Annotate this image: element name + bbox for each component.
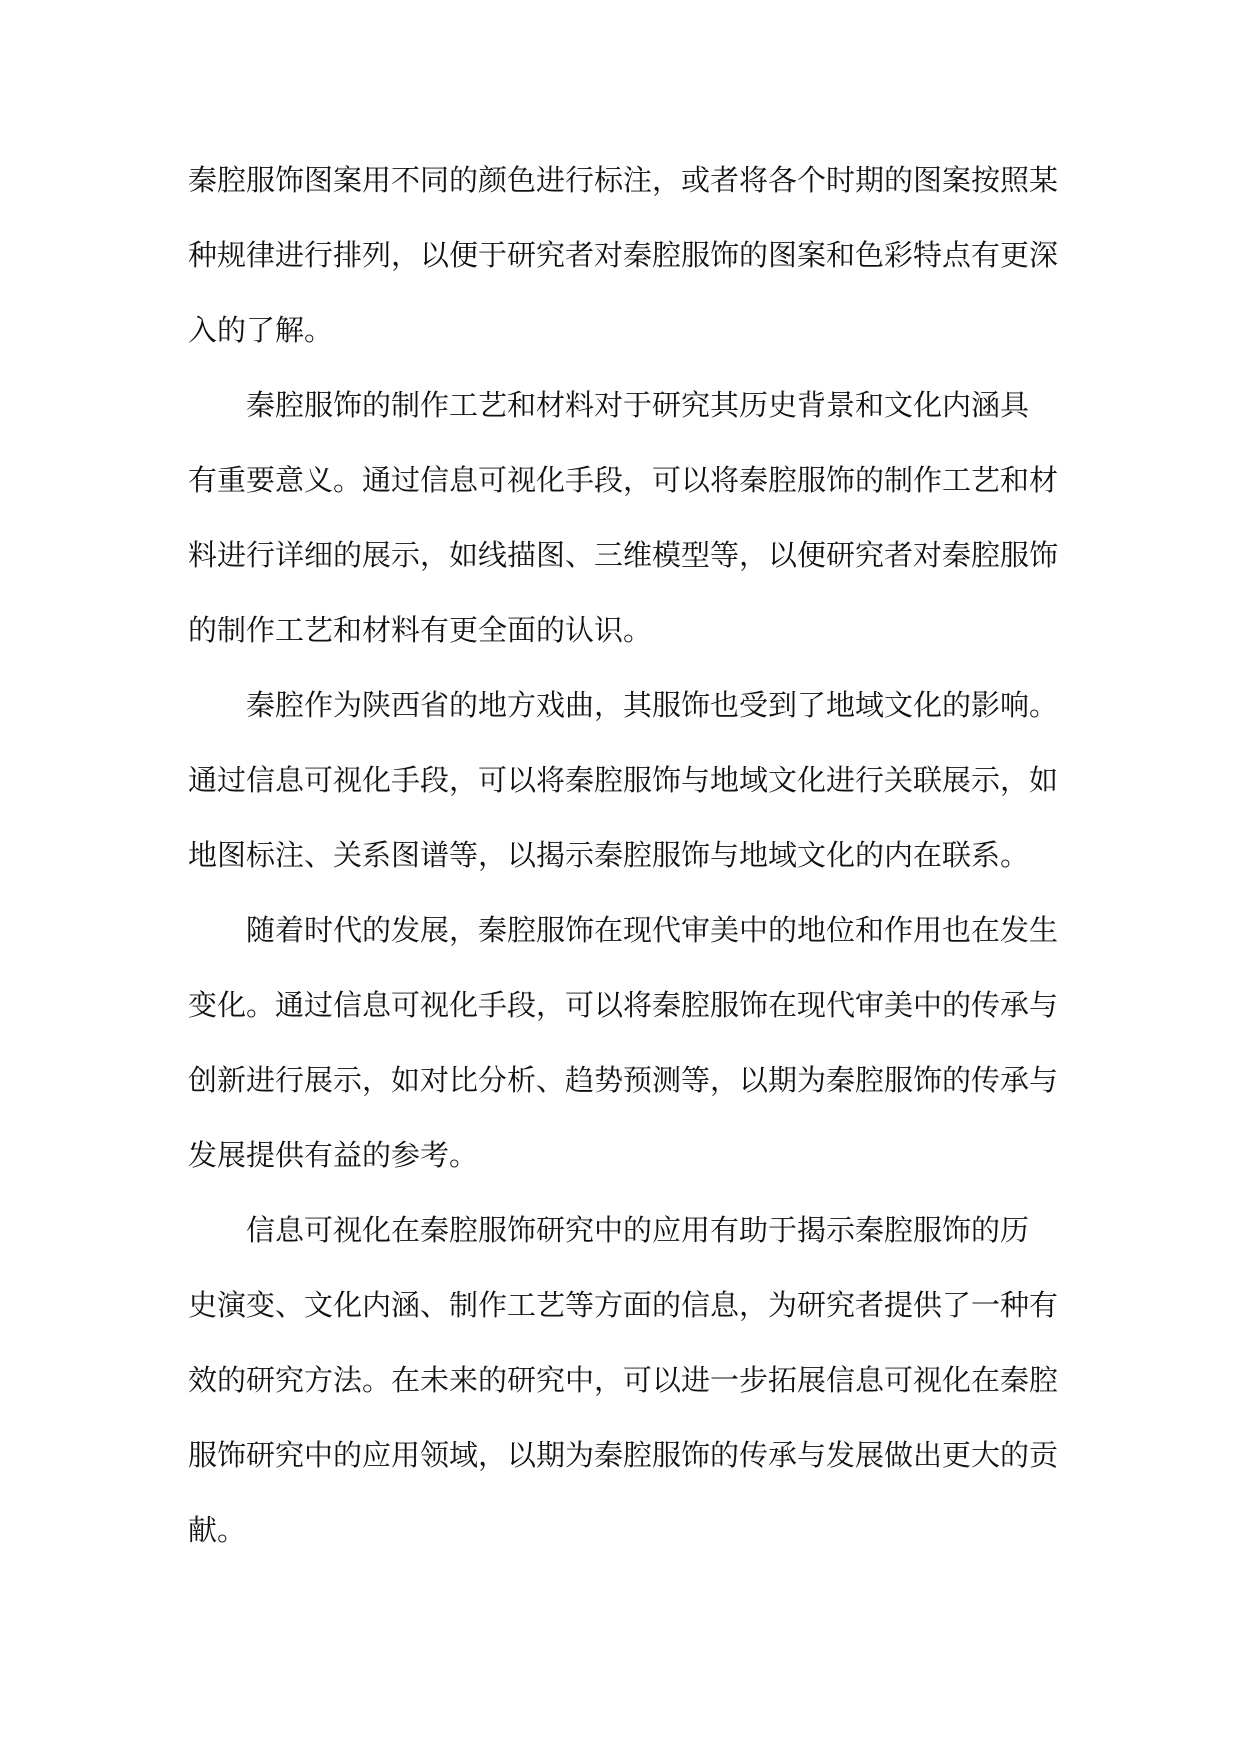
text-line: 种规律进行排列，以便于研究者对秦腔服饰的图案和色彩特点有更深 bbox=[188, 238, 1059, 272]
document-body bbox=[188, 143, 1058, 1568]
paragraph bbox=[188, 143, 1058, 368]
paragraph bbox=[188, 893, 1058, 1193]
paragraph bbox=[188, 668, 1058, 893]
text-line: 秦腔作为陕西省的地方戏曲，其服饰也受到了地域文化的影响。 bbox=[246, 688, 1059, 722]
text-line: 地图标注、关系图谱等，以揭示秦腔服饰与地域文化的内在联系。 bbox=[188, 838, 1030, 872]
text-line: 发展提供有益的参考。 bbox=[188, 1138, 479, 1172]
text-line: 史演变、文化内涵、制作工艺等方面的信息，为研究者提供了一种有 bbox=[188, 1288, 1059, 1322]
text-line: 料进行详细的展示，如线描图、三维模型等，以便研究者对秦腔服饰 bbox=[188, 538, 1059, 572]
text-line: 变化。通过信息可视化手段，可以将秦腔服饰在现代审美中的传承与 bbox=[188, 988, 1059, 1022]
text-line: 信息可视化在秦腔服饰研究中的应用有助于揭示秦腔服饰的历 bbox=[246, 1213, 1030, 1247]
text-line: 入的了解。 bbox=[188, 313, 334, 347]
text-line: 献。 bbox=[188, 1513, 247, 1547]
text-line: 随着时代的发展，秦腔服饰在现代审美中的地位和作用也在发生 bbox=[246, 913, 1059, 947]
text-line: 有重要意义。通过信息可视化手段，可以将秦腔服饰的制作工艺和材 bbox=[188, 463, 1059, 497]
text-line: 秦腔服饰图案用不同的颜色进行标注，或者将各个时期的图案按照某 bbox=[188, 163, 1059, 197]
text-line: 服饰研究中的应用领域，以期为秦腔服饰的传承与发展做出更大的贡 bbox=[188, 1438, 1059, 1472]
paragraph bbox=[188, 368, 1058, 668]
text-line: 的制作工艺和材料有更全面的认识。 bbox=[188, 613, 653, 647]
text-line: 通过信息可视化手段，可以将秦腔服饰与地域文化进行关联展示，如 bbox=[188, 763, 1059, 797]
text-line: 秦腔服饰的制作工艺和材料对于研究其历史背景和文化内涵具 bbox=[246, 388, 1030, 422]
paragraph bbox=[188, 1193, 1058, 1568]
text-line: 创新进行展示，如对比分析、趋势预测等，以期为秦腔服饰的传承与 bbox=[188, 1063, 1059, 1097]
text-line: 效的研究方法。在未来的研究中，可以进一步拓展信息可视化在秦腔 bbox=[188, 1363, 1059, 1397]
